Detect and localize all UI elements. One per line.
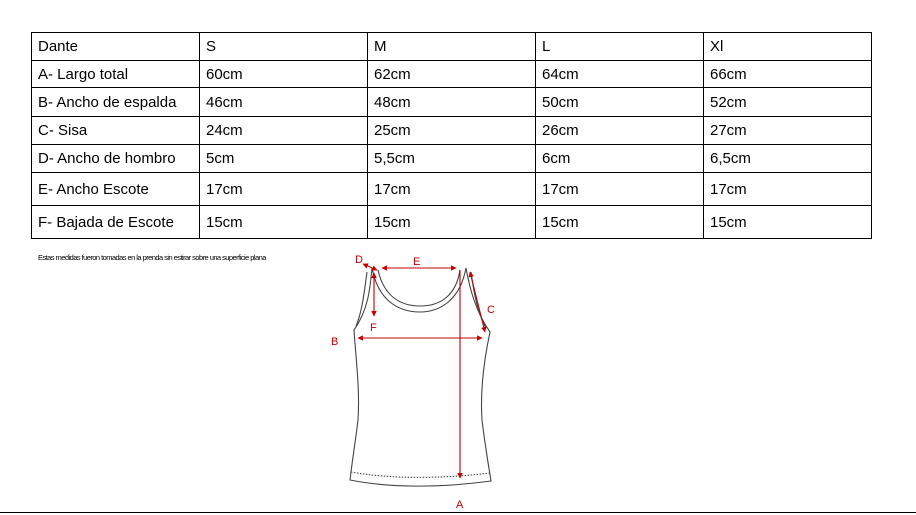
table-cell: 52cm — [704, 88, 872, 117]
measure-d-line — [363, 264, 377, 270]
model-name-cell: Dante — [32, 33, 200, 61]
table-cell: 64cm — [536, 61, 704, 88]
table-cell: 17cm — [704, 173, 872, 206]
row-label: A- Largo total — [32, 61, 200, 88]
size-header-l: L — [536, 33, 704, 61]
label-a: A — [456, 499, 464, 511]
table-cell: 5,5cm — [368, 145, 536, 173]
table-row — [32, 61, 872, 88]
table-cell: 15cm — [200, 206, 368, 239]
table-cell: 62cm — [368, 61, 536, 88]
row-label: F- Bajada de Escote — [32, 206, 200, 239]
table-cell: 60cm — [200, 61, 368, 88]
label-d: D — [355, 254, 363, 266]
tank-top-diagram — [320, 248, 520, 513]
measurement-lines — [358, 264, 485, 478]
table-cell: 46cm — [200, 88, 368, 117]
row-label: B- Ancho de espalda — [32, 88, 200, 117]
row-label: E- Ancho Escote — [32, 173, 200, 206]
table-cell: 17cm — [368, 173, 536, 206]
table-row — [32, 145, 872, 173]
table-row — [32, 206, 872, 239]
table-cell: 24cm — [200, 117, 368, 145]
table-row — [32, 33, 872, 61]
measurement-note: Estas medidas fueron tomadas en la prenda sin estirar sobre una superficie plana — [38, 253, 266, 262]
table-cell: 66cm — [704, 61, 872, 88]
table-cell: 15cm — [704, 206, 872, 239]
size-header-xl: Xl — [704, 33, 872, 61]
table-cell: 17cm — [200, 173, 368, 206]
table-cell: 27cm — [704, 117, 872, 145]
label-c: C — [487, 304, 495, 316]
tank-top-outline — [350, 268, 491, 486]
table-cell: 26cm — [536, 117, 704, 145]
size-header-s: S — [200, 33, 368, 61]
table-cell: 15cm — [536, 206, 704, 239]
row-label: D- Ancho de hombro — [32, 145, 200, 173]
table-cell: 6cm — [536, 145, 704, 173]
table-cell: 25cm — [368, 117, 536, 145]
table-cell: 50cm — [536, 88, 704, 117]
label-b: B — [331, 336, 339, 348]
size-table — [31, 32, 872, 239]
size-header-m: M — [368, 33, 536, 61]
label-e: E — [413, 256, 421, 268]
page-bottom-rule — [0, 512, 916, 513]
label-f: F — [370, 322, 377, 334]
table-cell: 48cm — [368, 88, 536, 117]
table-cell: 17cm — [536, 173, 704, 206]
measure-c-line — [470, 272, 485, 332]
table-cell: 6,5cm — [704, 145, 872, 173]
table-row — [32, 173, 872, 206]
row-label: C- Sisa — [32, 117, 200, 145]
table-row — [32, 88, 872, 117]
table-cell: 5cm — [200, 145, 368, 173]
table-cell: 15cm — [368, 206, 536, 239]
table-row — [32, 117, 872, 145]
